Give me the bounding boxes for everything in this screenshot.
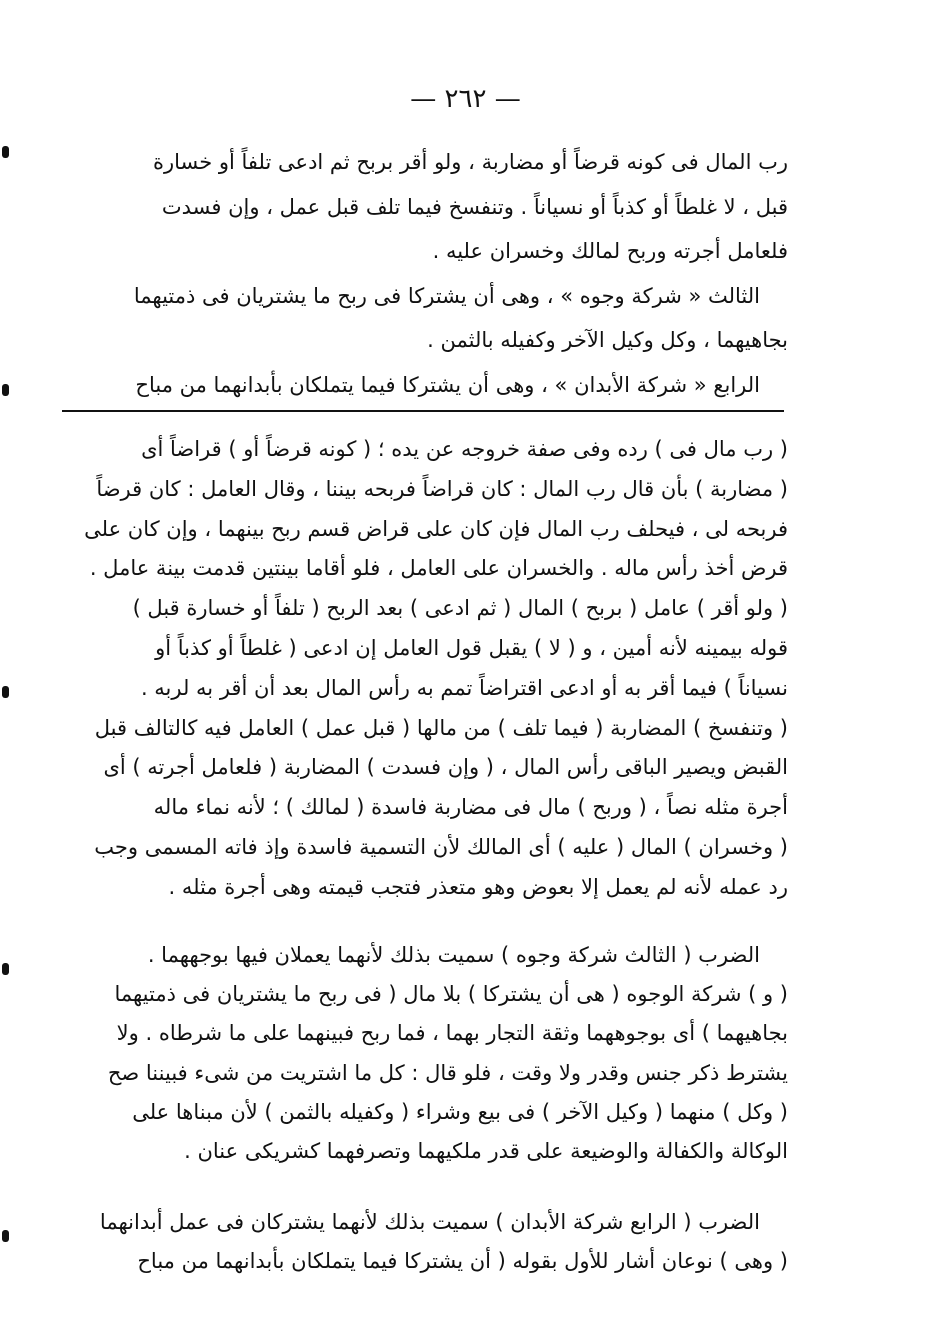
commentary-line: قرض أخذ رأس ماله . والخسران على العامل ، فلو أقاما بينتين قدمت بينة عامل . <box>89 556 788 581</box>
commentary-text <box>70 430 788 908</box>
main-text-line: فلعامل أجرته وربح لمالك وخسران عليه . <box>432 239 788 263</box>
binding-hole-mark <box>2 1230 9 1242</box>
page-number: — ٢٦٢ — <box>410 84 521 114</box>
main-text-line: الرابع « شركة الأبدان » ، وهى أن يشتركا فيما يتملكان بأبدانهما من مباح <box>135 372 760 397</box>
commentary-line: الضرب ( الثالث شركة وجوه ) سميت بذلك لأنهما يعملان فيها بوجههما . <box>147 943 760 967</box>
commentary-line: ( وكل ) منهما ( وكيل الآخر ) فى بيع وشراء ( وكفيله بالثمن ) لأن مبناها على <box>132 1099 788 1124</box>
main-text-line: الثالث « شركة وجوه » ، وهى أن يشتركا فى ربح ما يشتريان فى ذمتيهما <box>133 283 760 308</box>
commentary-line: القبض ويصير الباقى رأس المال ، ( وإن فسدت ) المضاربة ( فلعامل أجرته ) أى <box>103 755 788 780</box>
commentary-line: ( رب مال فى ) رده وفى صفة خروجه عن يده ؛ ( كونه قرضاً أو ) قراضاً أى <box>141 437 788 461</box>
commentary-line: ( وتنفسخ ) المضاربة ( فيما تلف ) من مالها ( قبل عمل ) العامل فيه كالتالف قبل <box>94 715 788 740</box>
commentary-section-fourth <box>70 1203 788 1281</box>
binding-hole-mark <box>2 963 9 975</box>
commentary-line: قوله بيمينه لأنه أمين ، و ( لا ) يقبل قول العامل إن ادعى ( غلطاً أو كذباً أو <box>155 635 788 660</box>
section-divider <box>62 410 784 412</box>
binding-hole-mark <box>2 686 9 698</box>
main-text-line: بجاهيهما ، وكل وكيل الآخر وكفيله بالثمن . <box>427 328 788 352</box>
commentary-line: ( وخسران ) المال ( عليه ) أى المالك لأن التسمية فاسدة وإذ فاته المسمى وجب <box>94 834 788 859</box>
commentary-line: الوكالة والكفالة والوضيعة على قدر ملكيهما وتصرفهما كشريكى عنان . <box>184 1139 788 1164</box>
main-text-line: رب المال فى كونه قرضاً أو مضاربة ، ولو أقر بربح ثم ادعى تلفاً أو خسارة <box>152 150 788 174</box>
commentary-line: نسياناً ) فيما أقر به أو ادعى اقتراضاً تمم به رأس المال بعد أن أقر به لربه . <box>140 675 788 700</box>
commentary-line: ( ولو أقر ) عامل ( بربح ) المال ( ثم ادعى ) بعد الربح ( تلفاً أو خسارة قبل ) <box>132 596 788 621</box>
commentary-line: ( وهى ) نوعان أشار للأول بقوله ( أن يشتركا فيما يتملكان بأبدانهما من مباح <box>137 1249 788 1273</box>
commentary-line: الضرب ( الرابع شركة الأبدان ) سميت بذلك لأنهما يشتركان فى عمل أبدانهما <box>99 1210 760 1234</box>
binding-hole-mark <box>2 384 9 396</box>
commentary-line: رد عمله لأنه لم يعمل إلا بعوض وهو متعذر فتجب قيمته وهى أجرة مثله . <box>168 874 788 899</box>
commentary-section-third <box>70 936 788 1171</box>
commentary-line: فربحه لى ، فيحلف رب المال فإن كان على قراض قسم ربح بينهما ، وإن كان على <box>84 516 788 541</box>
commentary-line: يشترط ذكر جنس وقدر ولا وقت ، فلو قال : كل ما اشتريت من شىء فبيننا صح <box>107 1060 788 1085</box>
binding-hole-mark <box>2 146 9 158</box>
commentary-line: ( و ) شركة الوجوه ( هى أن يشتركا ) بلا مال ( فى ربح ما يشتريان فى ذمتيهما <box>114 982 788 1007</box>
main-text <box>70 140 788 407</box>
main-text-line: قبل ، لا غلطاً أو كذباً أو نسياناً . وتنفسخ فيما تلف قبل عمل ، وإن فسدت <box>161 194 788 219</box>
commentary-line: أجرة مثله نصاً ، ( وربح ) مال فى مضاربة فاسدة ( لمالك ) ؛ لأنه نماء ماله <box>153 795 788 820</box>
commentary-line: ( مضاربة ) بأن قال رب المال : كان قراضاً فربحه بيننا ، وقال العامل : كان قرضاً <box>96 476 788 501</box>
commentary-line: بجاهيهما ) أى بوجوههما وثقة التجار بهما ، فما ربح فبينهما على ما شرطاه . ولا <box>116 1021 788 1046</box>
